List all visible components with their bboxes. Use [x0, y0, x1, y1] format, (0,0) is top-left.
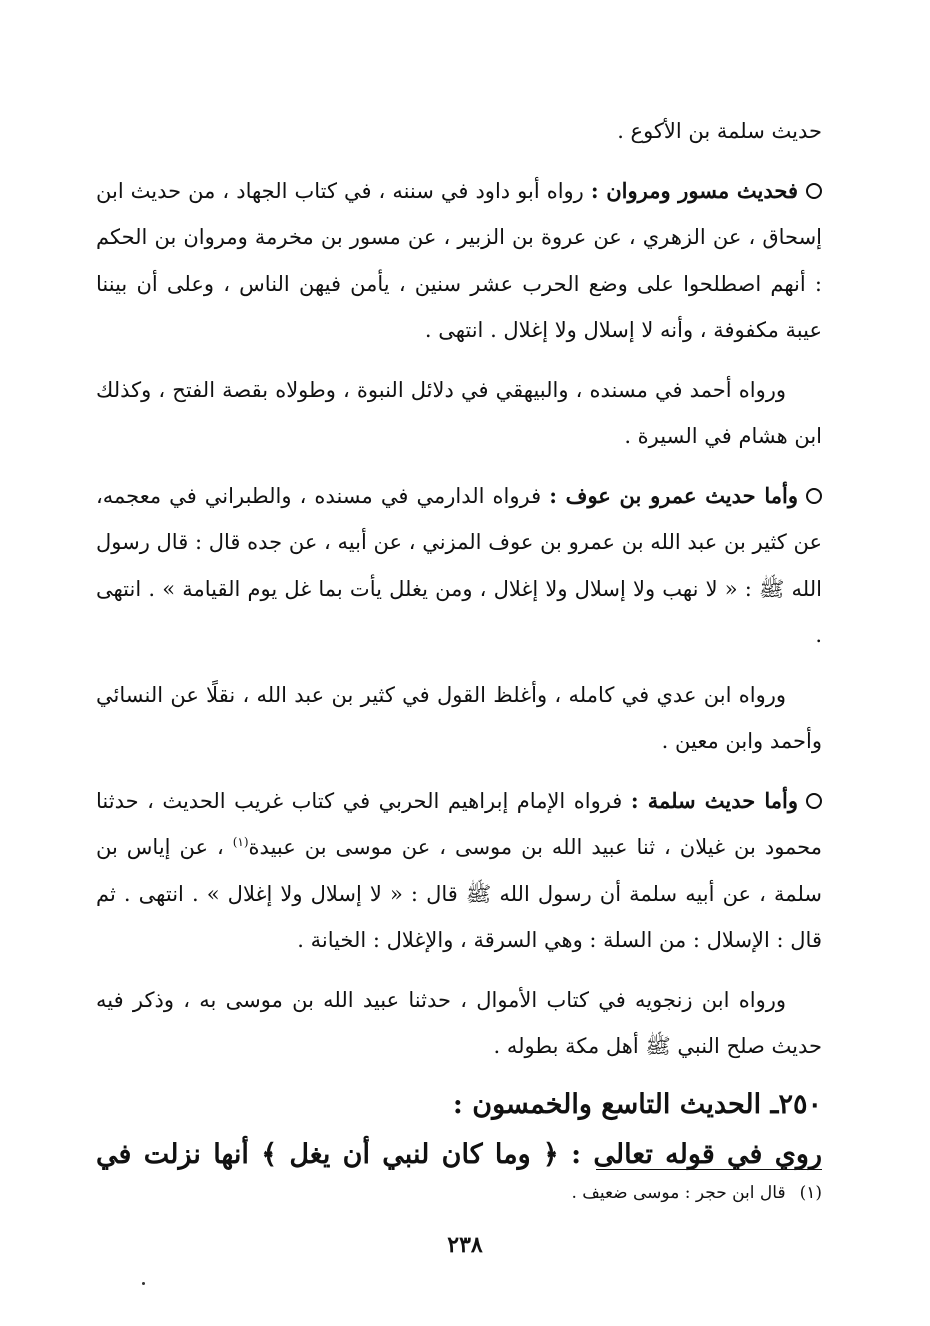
paragraph-text: ورواه ابن عدي في كامله ، وأغلظ القول في كثير بن عبد الله ، نقلًا عن النسائي وأحمد وابن معين . — [96, 682, 822, 753]
hadith-heading: ٢٥٠ـ الحديث التاسع والخمسون : — [452, 1088, 822, 1120]
footnote-divider — [596, 1169, 822, 1170]
paragraph-ibn-zanjawayh — [96, 977, 822, 1070]
footnote-number: (١) — [799, 1183, 822, 1203]
paragraph-salama — [96, 778, 822, 964]
paragraph-lead: وأما حديث عمرو بن عوف : — [549, 482, 798, 508]
paragraph-ahmad-bayhaqi — [96, 367, 822, 460]
paragraph-lead: وأما حديث سلمة : — [630, 787, 798, 813]
page-body — [96, 108, 822, 1180]
circle-bullet-icon — [806, 183, 822, 199]
circle-bullet-icon — [806, 793, 822, 809]
paragraph-text: ورواه ابن زنجويه في كتاب الأموال ، حدثنا عبيد الله بن موسى به ، وذكر فيه حديث صلح النبي ﷺ أهل مكة بطوله . — [96, 987, 822, 1058]
paragraph-amr-ibn-awf — [96, 473, 822, 659]
paragraph-continuation — [96, 108, 822, 155]
paragraph-text: حديث سلمة بن الأكوع . — [617, 119, 822, 143]
paragraph-text: رواه أبو داود في سننه ، في كتاب الجهاد ، من حديث ابن إسحاق ، عن الزهري ، عن عروة بن الزبير ، عن مسور بن مخرمة ومروان بن الحكم : أنهم اصطلحوا على وضع الحرب عشر سنين ، يأمن فيهن الناس ، وعلى أن بيننا عيبة مكفوفة ، وأنه لا إسلال ولا إغلال . انتهى . — [96, 178, 822, 342]
paragraph-text: فرواه الإمام إبراهيم الحربي في كتاب غريب الحديث ، حدثنا محمود بن غيلان ، ثنا عبيد الله بن موسى ، عن موسى بن عبيدة — [96, 788, 822, 859]
hadith-opening-line: روي في قوله تعالى : ﴿ وما كان لنبي أن يغل ﴾ أنها نزلت في — [96, 1138, 822, 1170]
circle-bullet-icon — [806, 488, 822, 504]
paragraph-lead: فحديث مسور ومروان : — [590, 177, 798, 203]
scan-speck — [142, 1282, 145, 1285]
paragraph-text: ورواه أحمد في مسنده ، والبيهقي في دلائل النبوة ، وطولاه بقصة الفتح ، وكذلك ابن هشام في السيرة . — [96, 377, 822, 448]
paragraph-ibn-adi — [96, 672, 822, 765]
footnote — [222, 1178, 822, 1208]
page-number: ٢٣٨ — [447, 1232, 483, 1258]
footnote-text: قال ابن حجر : موسى ضعيف . — [571, 1183, 786, 1203]
footnote-reference[interactable]: (١) — [232, 835, 249, 849]
paragraph-text-continued: ، عن إياس بن سلمة ، عن أبيه سلمة أن رسول الله ﷺ قال : « لا إسلال ولا إغلال » . انتهى . ثم قال : الإسلال : من السلة : وهي السرقة ، والإغلال : الخيانة . — [96, 835, 822, 952]
paragraph-text: فرواه الدارمي في مسنده ، والطبراني في معجمه، عن كثير بن عبد الله بن عمرو بن عوف المزني ، عن أبيه ، عن جده قال : قال رسول الله ﷺ : « لا نهب ولا إسلال ولا إغلال ، ومن يغلل يأت بما غل يوم القيامة » . انتهى . — [96, 483, 822, 647]
paragraph-miswar-marwan — [96, 168, 822, 354]
